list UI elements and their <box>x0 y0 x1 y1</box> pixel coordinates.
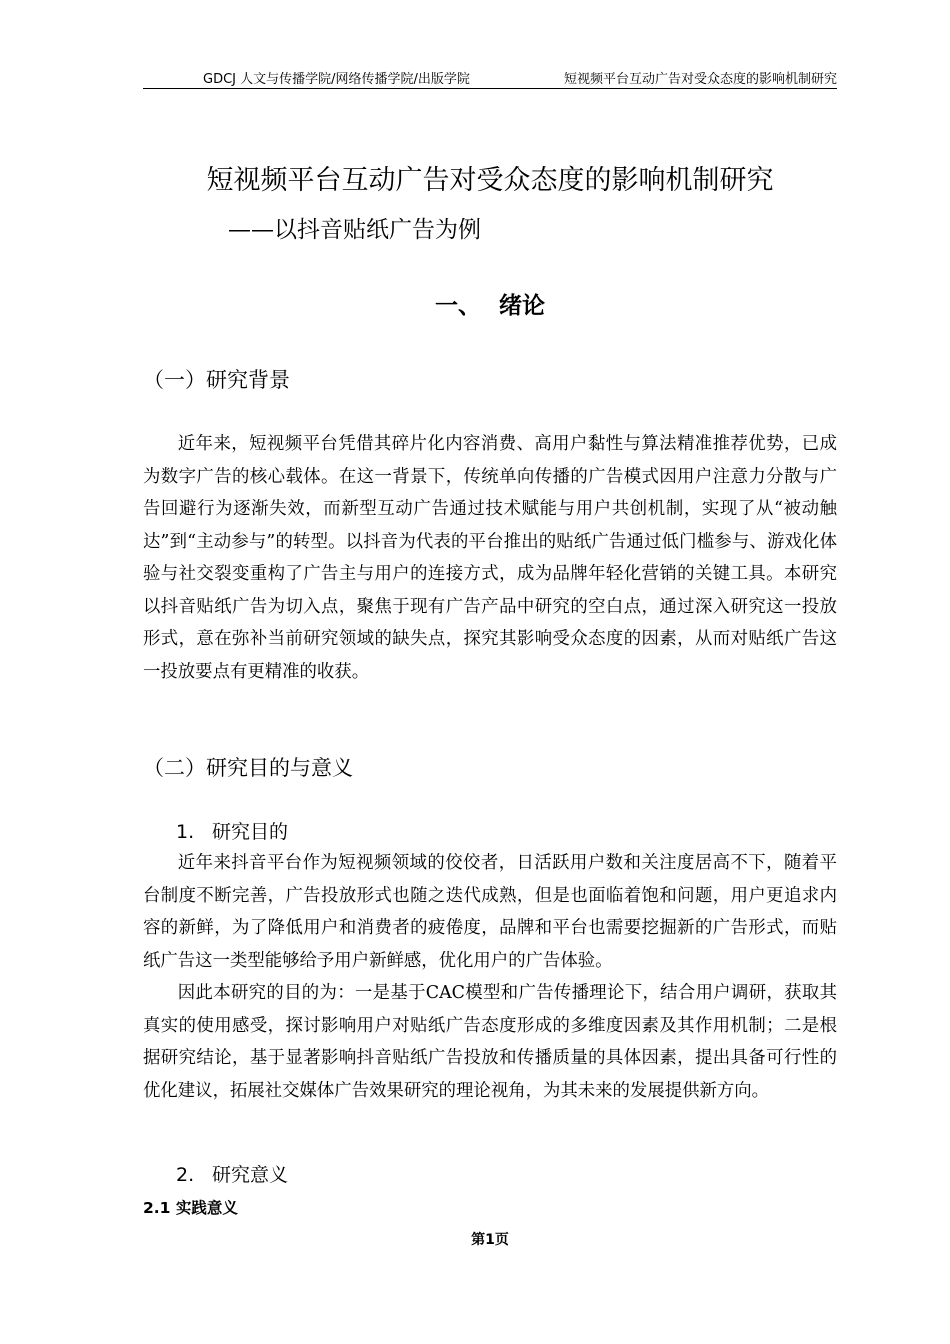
header-paper-title: 短视频平台互动广告对受众态度的影响机制研究 <box>563 72 837 87</box>
subsection-number: 2. <box>176 1164 195 1186</box>
section-heading-purpose: （二）研究目的与意义 <box>143 756 353 780</box>
paper-subtitle: ——以抖音贴纸广告为例 <box>228 217 481 243</box>
purpose-paragraph-2: 因此本研究的目的为：一是基于CAC模型和广告传播理论下，结合用户调研，获取其真实的使用感受，探讨影响用户对贴纸广告态度形成的多维度因素及其作用机制；二是根据研究结论，基于显著影响抖音贴纸广告投放和传播质量的具体因素，提出具备可行性的优化建议，拓展社交媒体广告效果研究的理论视角，为其未来的发展提供新方向。 <box>143 983 837 1101</box>
page-number: 第1页 <box>471 1232 509 1248</box>
subsection-title: 研究目的 <box>212 821 289 843</box>
subsubsection-heading-practical: 2.1 实践意义 <box>143 1199 238 1217</box>
section-heading-background: （一）研究背景 <box>143 368 290 392</box>
purpose-paragraph-1: 近年来抖音平台作为短视频领域的佼佼者，日活跃用户数和关注度居高不下，随着平台制度不断完善，广告投放形式也随之迭代成熟，但是也面临着饱和问题，用户更追求内容的新鲜，为了降低用户和消费者的疲倦度，品牌和平台也需要挖掘新的广告形式，而贴纸广告这一类型能够给予用户新鲜感，优化用户的广告体验。 <box>143 853 837 971</box>
running-header <box>143 66 837 89</box>
subsection-title: 研究意义 <box>212 1164 289 1186</box>
chapter-title: 绪论 <box>499 293 545 319</box>
subsection-heading-purpose <box>176 818 288 846</box>
chapter-heading <box>143 290 837 322</box>
subsection-heading-significance <box>176 1161 288 1189</box>
paper-title: 短视频平台互动广告对受众态度的影响机制研究 <box>206 165 774 196</box>
subsection-number: 1. <box>176 821 195 843</box>
header-institution: GDCJ 人文与传播学院/网络传播学院/出版学院 <box>203 72 470 87</box>
background-paragraph: 近年来，短视频平台凭借其碎片化内容消费、高用户黏性与算法精准推荐优势，已成为数字广告的核心载体。在这一背景下，传统单向传播的广告模式因用户注意力分散与广告回避行为逐渐失效，而新型互动广告通过技术赋能与用户共创机制，实现了从“被动触达”到“主动参与”的转型。以抖音为代表的平台推出的贴纸广告通过低门槛参与、游戏化体验与社交裂变重构了广告主与用户的连接方式，成为品牌年轻化营销的关键工具。本研究以抖音贴纸广告为切入点，聚焦于现有广告产品中研究的空白点，通过深入研究这一投放形式，意在弥补当前研究领域的缺失点，探究其影响受众态度的因素，从而对贴纸广告这一投放要点有更精准的收获。 <box>143 434 837 682</box>
chapter-number: 一、 <box>435 293 481 319</box>
